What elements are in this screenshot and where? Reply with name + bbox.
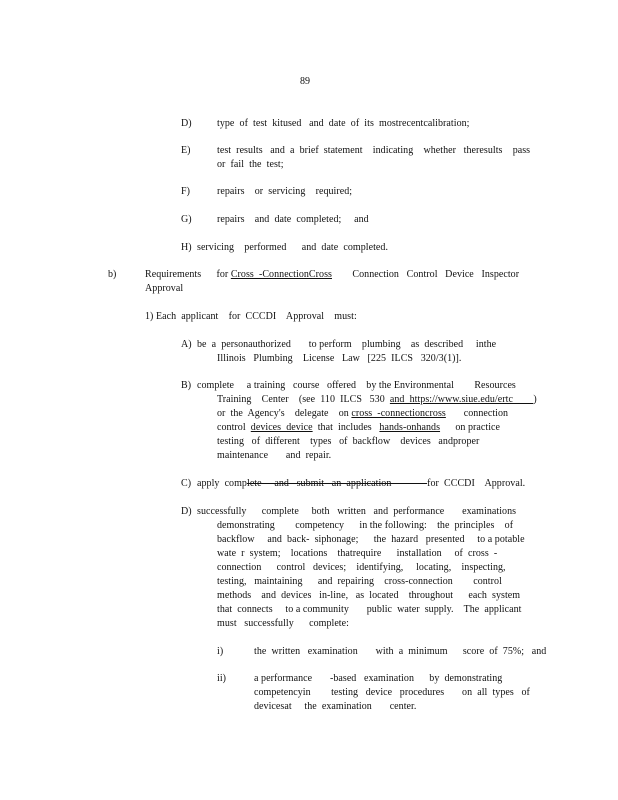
item-label: D) xyxy=(181,506,192,517)
item-label: D) xyxy=(181,118,192,129)
item-text: test results and a brief statement indicating whether theresults pass xyxy=(217,145,531,156)
item-text: demonstrating competency in the following: the principles of xyxy=(217,520,514,531)
item-label: B) xyxy=(181,380,192,391)
item-text: must successfully complete: xyxy=(217,618,349,629)
subitem-text: a performance -based examination by demonstrating xyxy=(254,673,503,684)
item-text xyxy=(197,477,525,491)
item-text: complete a training course offered by the Environmental Resources xyxy=(197,380,516,391)
item-label: E) xyxy=(181,145,191,156)
text-run: ) xyxy=(533,394,537,405)
section-heading xyxy=(145,268,519,282)
text-run: control xyxy=(217,422,251,433)
item-text: Illinois Plumbing License Law [225 ILCS 320/3(1)]. xyxy=(217,353,462,364)
text-run: that includes xyxy=(312,422,380,433)
url-link[interactable]: and https://www.siue.edu/ertc xyxy=(389,394,534,405)
item-text xyxy=(217,421,500,435)
item-label: C) xyxy=(181,478,192,489)
subitem-label: ii) xyxy=(217,673,227,684)
item-text: servicing performed and date completed. xyxy=(197,242,388,253)
item-text: successfully complete both written and performance examinations xyxy=(197,506,517,517)
section-label: b) xyxy=(108,269,117,280)
requirement-1: 1) Each applicant for CCCDI Approval must: xyxy=(145,311,357,322)
item-text: wate r system; locations thatrequire installation of cross - xyxy=(217,548,500,559)
item-text: or fail the test; xyxy=(217,159,284,170)
subitem-text: the written examination with a minimum score of 75%; and xyxy=(254,646,547,657)
text-underlined: cross -connectioncross xyxy=(351,408,446,419)
item-label: H) xyxy=(181,242,192,253)
section-heading-line2: Approval xyxy=(145,283,184,294)
text-underlined: devices device xyxy=(250,422,313,433)
item-text: methods and devices in-line, as located throughout each system xyxy=(217,590,521,601)
item-label: A) xyxy=(181,339,192,350)
text-run: connection xyxy=(445,408,509,419)
item-text: testing of different types of backflow devices andproper xyxy=(217,436,480,447)
item-text: repairs and date completed; and xyxy=(217,214,369,225)
item-label: F) xyxy=(181,186,190,197)
item-text: backflow and back- siphonage; the hazard presented to a potable xyxy=(217,534,525,545)
text-run: on practice xyxy=(440,422,501,433)
item-text xyxy=(217,407,508,421)
subitem-text: competencyin testing device procedures on all types of xyxy=(254,687,530,698)
text-run: for CCCDI Approval. xyxy=(427,478,526,489)
text-run: Training Center (see 110 ILCS 530 xyxy=(217,394,390,405)
text-underlined: hands-onhands xyxy=(379,422,441,433)
item-text: maintenance and repair. xyxy=(217,450,332,461)
item-text: type of test kitused and date of its mostrecentcalibration; xyxy=(217,118,470,129)
text-run: apply comp xyxy=(197,478,247,489)
item-text: testing, maintaining and repairing cross-connection control xyxy=(217,576,502,587)
item-text xyxy=(217,393,537,407)
text-run: or the Agency's delegate on xyxy=(217,408,352,419)
text-struck: lete and submit an application xyxy=(246,478,428,489)
item-label: G) xyxy=(181,214,192,225)
item-text: repairs or servicing required; xyxy=(217,186,353,197)
item-text: that connects to a community public water supply. The applicant xyxy=(217,604,522,615)
heading-pre: Requirements for xyxy=(145,269,231,280)
item-text: connection control devices; identifying, locating, inspecting, xyxy=(217,562,506,573)
page-number: 89 xyxy=(300,76,311,87)
subitem-text: devicesat the examination center. xyxy=(254,701,417,712)
subitem-label: i) xyxy=(217,646,224,657)
item-text: be a personauthorized to perform plumbing as described inthe xyxy=(197,339,497,350)
heading-post: Connection Control Device Inspector xyxy=(331,269,520,280)
heading-underlined: Cross -ConnectionCross xyxy=(230,269,332,280)
